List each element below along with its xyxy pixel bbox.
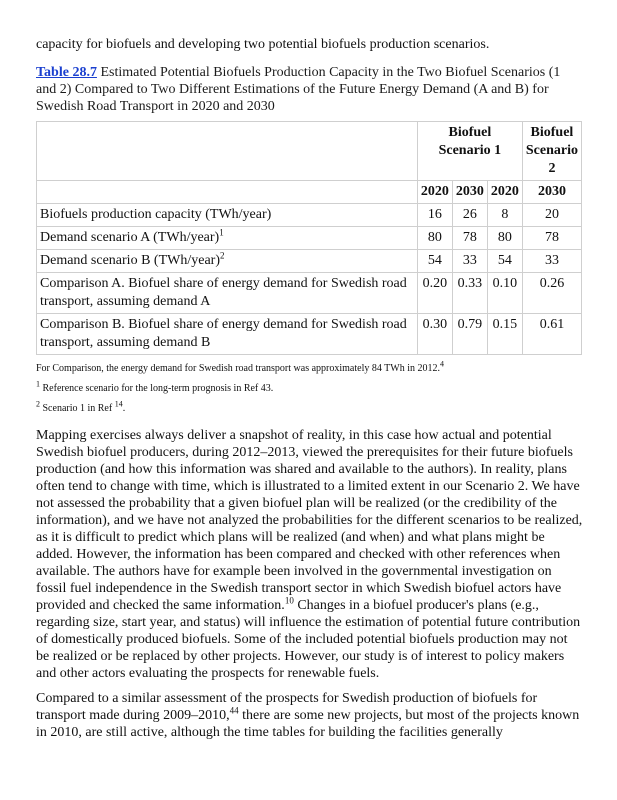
table-row <box>37 273 582 314</box>
row-label-text: Demand scenario B (TWh/year) <box>40 253 220 268</box>
table-cell: 0.33 <box>452 273 487 314</box>
table-cell: 80 <box>487 227 522 250</box>
footnote-2-text: Scenario 1 in Ref <box>40 403 115 414</box>
table-caption <box>36 64 584 115</box>
footnote-comparison <box>36 359 584 375</box>
table-cell: 0.30 <box>417 314 452 355</box>
table-link[interactable]: Table 28.7 <box>36 65 97 80</box>
citation-ref: 44 <box>229 705 239 716</box>
table-cell: 33 <box>452 250 487 273</box>
scenario-1-header: Biofuel Scenario 1 <box>417 122 522 181</box>
footnote-mark: 2 <box>36 399 40 409</box>
table-cell: 0.10 <box>487 273 522 314</box>
year-header: 2020 <box>417 181 452 204</box>
row-label-sup: 1 <box>219 227 224 238</box>
table-row <box>37 227 582 250</box>
caption-text: Estimated Potential Biofuels Production Capacity in the Two Biofuel Scenarios (1 and 2) Compared to Two Different Estimations of the Future Energy Demand (A and B) for Swedish Road Transport in 2020 and 2030 <box>36 65 561 114</box>
paragraph-2-part1: Compared to a similar assessment of the prospects for Swedish production of biofuels for transport made during 2009–2010, <box>36 691 538 723</box>
paragraph-2 <box>36 690 584 741</box>
table-cell: 78 <box>452 227 487 250</box>
footnote-ref: 4 <box>440 359 444 369</box>
table-cell: 54 <box>487 250 522 273</box>
table-header-row <box>37 122 582 181</box>
paragraph-1 <box>36 427 584 682</box>
row-label <box>37 314 418 355</box>
empty-year-cell <box>37 181 418 204</box>
table-cell: 80 <box>417 227 452 250</box>
table-cell: 78 <box>522 227 581 250</box>
paragraph-1-part1: Mapping exercises always deliver a snapshot of reality, in this case how actual and potential Swedish biofuel producers, during 2012–2013, viewed the prerequisites for their future biofuels production (and how this information was shared and available to the authors). In reality, plans often tend to change with time, which is illustrated to a limited extent in our Scenario 2. We have not assessed the probability that a given biofuel plan will be realized (or the credibility of the information), and we have not analyzed the probabilities for the different scenarios to be realized, as it is difficult to predict which plans will be realized (and when) and what plans might be added. However, the information has been compared and checked with other references when available. The authors have for example been involved in the governmental investigation on fossil fuel independence in the Swedish transport sector in which Swedish biofuel actors have provided and checked the same information. <box>36 428 583 613</box>
row-label <box>37 250 418 273</box>
row-label-text: Comparison A. Biofuel share of energy demand for Swedish road transport, assuming demand A <box>40 276 407 309</box>
footnote-2-end: . <box>122 403 126 414</box>
table-cell: 0.61 <box>522 314 581 355</box>
row-label-text: Biofuels production capacity (TWh/year) <box>40 207 272 222</box>
year-header: 2030 <box>452 181 487 204</box>
table-body <box>37 204 582 355</box>
footnote-mark: 1 <box>36 379 40 389</box>
row-label <box>37 227 418 250</box>
document-page <box>36 36 584 741</box>
table-cell: 8 <box>487 204 522 227</box>
table-row <box>37 314 582 355</box>
table-cell: 26 <box>452 204 487 227</box>
row-label-text: Comparison B. Biofuel share of energy demand for Swedish road transport, assuming demand B <box>40 317 407 350</box>
table-years-row <box>37 181 582 204</box>
row-label <box>37 204 418 227</box>
table-cell: 16 <box>417 204 452 227</box>
biofuel-table <box>36 121 582 355</box>
empty-header-cell <box>37 122 418 181</box>
table-cell: 54 <box>417 250 452 273</box>
year-header: 2020 <box>487 181 522 204</box>
footnote-comparison-text: For Comparison, the energy demand for Swedish road transport was approximately 84 TWh in 2012. <box>36 363 440 374</box>
footnote-1 <box>36 379 584 395</box>
table-row <box>37 204 582 227</box>
scenario-2-header: Biofuel Scenario 2 <box>522 122 581 181</box>
table-cell: 0.26 <box>522 273 581 314</box>
footnote-2 <box>36 399 584 415</box>
citation-ref: 10 <box>284 595 294 606</box>
table-row <box>37 250 582 273</box>
row-label-text: Demand scenario A (TWh/year) <box>40 230 220 245</box>
row-label-sup: 2 <box>219 250 225 261</box>
paragraph-1-part2: Changes in a biofuel producer's plans (e.g., regarding size, start year, and status) will influence the estimation of potential future contribution of domestically produced biofuels. Some of the included potential biofuels production may not be realized or be replaced by other projects. However, our study is of interest to policy makers and other actors evaluating the prospects for renewable fuels. <box>36 598 581 681</box>
footnote-ref: 14 <box>114 399 123 409</box>
paragraph-2-part2: there are some new projects, but most of the projects known in 2010, are still active, although the time tables for building the facilities generally <box>36 708 580 740</box>
table-cell: 0.20 <box>417 273 452 314</box>
table-cell: 33 <box>522 250 581 273</box>
intro-text: capacity for biofuels and developing two potential biofuels production scenarios. <box>36 37 490 52</box>
table-cell: 0.79 <box>452 314 487 355</box>
table-cell: 20 <box>522 204 581 227</box>
table-cell: 0.15 <box>487 314 522 355</box>
year-header: 2030 <box>522 181 581 204</box>
row-label <box>37 273 418 314</box>
footnote-1-text: Reference scenario for the long-term prognosis in Ref 43. <box>40 383 274 394</box>
